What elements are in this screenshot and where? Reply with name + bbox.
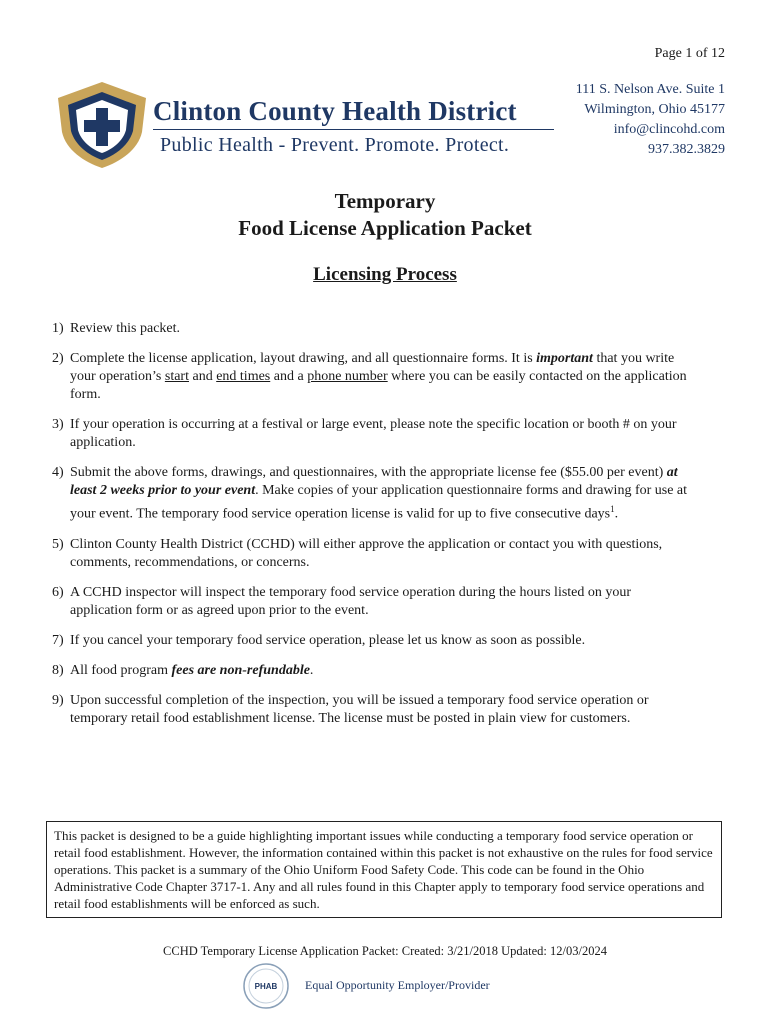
- list-item: 5) Clinton County Health District (CCHD) will either approve the application or contact you with questions, comments, recommendations, or concerns.: [52, 536, 663, 570]
- phone-number: 937.382.3829: [648, 142, 725, 157]
- list-item: 4) Submit the above forms, drawings, and questionnaires, with the appropriate license fee ($55.00 per event) at least 2 weeks prior to your event. Make copies of your application questionnaire forms and drawing for use at your event. The temporary food service operation license is valid for up to five consecutive days$^1$.: [52, 465, 688, 522]
- seal-text: PHAB: [254, 982, 278, 991]
- organization-divider: [153, 129, 554, 130]
- list-item: 2) Complete the license application, layout drawing, and all questionnaire forms. It is important that you write your operation’s start and end times and a phone number where you can be easily contacted on the application form.: [52, 351, 687, 402]
- organization-name: Clinton County Health District: [153, 96, 517, 126]
- address-line1: 111 S. Nelson Ave. Suite 1: [575, 82, 725, 97]
- section-heading: Licensing Process: [313, 264, 457, 285]
- list-item: 9) Upon successful completion of the inspection, you will be issued a temporary food service operation or temporary retail food establishment license. The license must be posted in plain view for customers.: [52, 692, 649, 726]
- list-item: 8) All food program fees are non-refundable.: [52, 662, 314, 678]
- list-item: 1) Review this packet.: [52, 321, 181, 336]
- page-number: Page 1 of 12: [654, 46, 725, 61]
- equal-opportunity-statement: Equal Opportunity Employer/Provider: [305, 978, 490, 992]
- organization-tagline: Public Health - Prevent. Promote. Protect.: [160, 134, 510, 156]
- accreditation-seal-icon: [242, 962, 290, 1010]
- list-item: 6) A CCHD inspector will inspect the temporary food service operation during the hours listed on your application form or as agreed upon prior to the event.: [52, 584, 632, 618]
- footer-text: CCHD Temporary License Application Packet: Created: 3/21/2018 Updated: 12/03/2024: [163, 944, 607, 958]
- title-line2: Food License Application Packet: [238, 216, 532, 240]
- licensing-steps-list: [52, 320, 692, 740]
- address-line2: Wilmington, Ohio 45177: [584, 102, 725, 117]
- list-item: 7) If you cancel your temporary food service operation, please let us know as soon as possible.: [52, 632, 586, 648]
- disclaimer-box: This packet is designed to be a guide highlighting important issues while conducting a temporary food service operation or retail food establishment. However, the information contained within this packet is not exhaustive on the rules for food service operations. This packet is a summary of the Ohio Uniform Food Safety Code. This code can be found in the Ohio Administrative Code Chapter 3717-1. Any and all rules found in this Chapter apply to temporary food service operations and retail food establishments will be enforced as such.: [46, 821, 722, 918]
- health-district-shield-icon: [54, 78, 150, 170]
- title-line1: Temporary: [334, 189, 436, 213]
- contact-block: [576, 80, 725, 160]
- page-title: [0, 188, 770, 242]
- list-item: 3) If your operation is occurring at a festival or large event, please note the specific location or booth # on your application.: [52, 417, 677, 450]
- email-link[interactable]: info@clincohd.com: [613, 122, 725, 137]
